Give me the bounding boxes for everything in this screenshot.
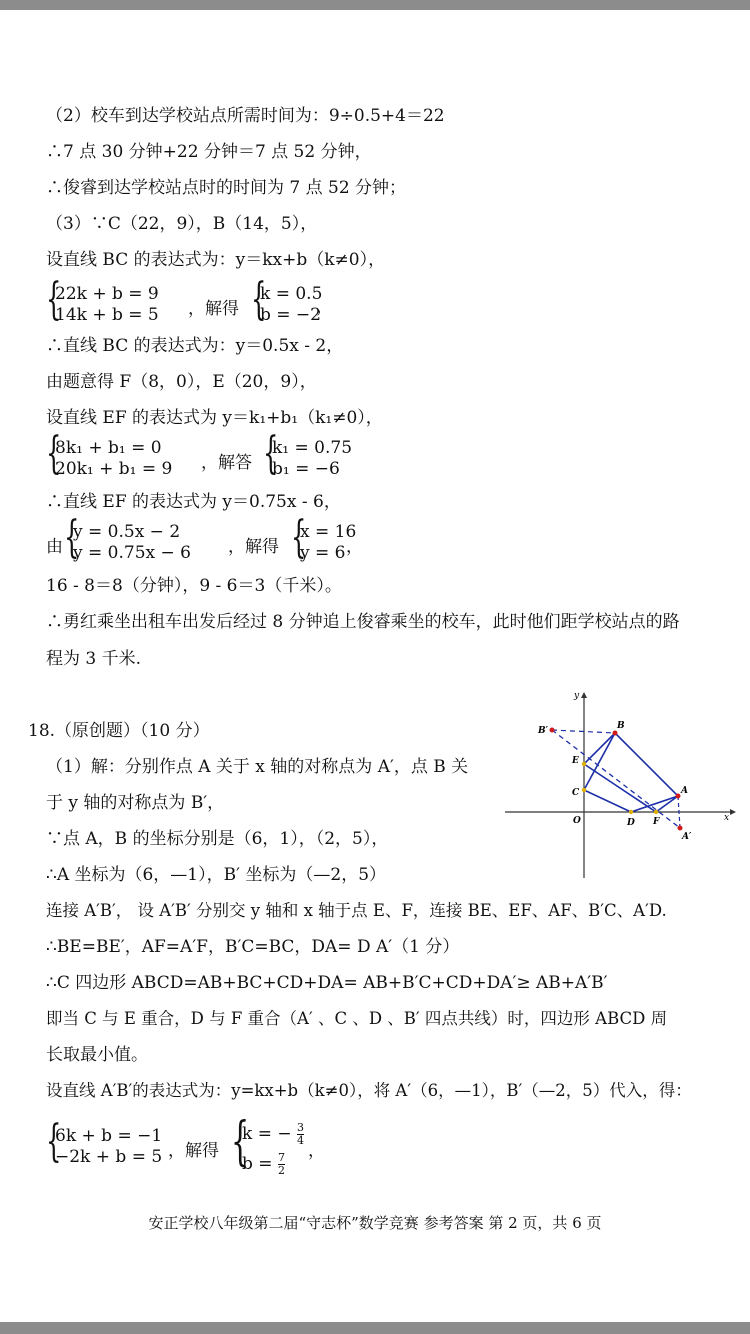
text-line: 设直线 EF 的表达式为 y＝k₁+b₁（k₁≠0）， — [46, 408, 383, 428]
brace: { — [251, 274, 267, 325]
solution: b = −2 — [260, 305, 321, 325]
geometry-figure — [500, 688, 740, 888]
equation: y = 0.5x − 2 — [73, 522, 181, 542]
bottom-bar — [0, 1322, 750, 1334]
equation: 20k₁ + b₁ = 9 — [55, 459, 173, 479]
point-a — [676, 794, 681, 799]
solution-b: b = $\frac{7}{2}$ — [242, 1151, 285, 1177]
point-b — [613, 731, 618, 736]
text-line: ∴直线 EF 的表达式为 y＝0.75x - 6， — [46, 492, 341, 512]
solution: k = 0.5 — [260, 284, 323, 304]
text-line: ∴俊睿到达学校站点时的时间为 7 点 52 分钟； — [46, 178, 407, 198]
equation: 6k + b = −1 — [55, 1126, 163, 1146]
solution: b₁ = −6 — [272, 459, 340, 479]
text-line: （1）解：分别作点 A 关于 x 轴的对称点为 A′，点 B 关 — [46, 757, 469, 777]
text-line: 16 - 8＝8（分钟），9 - 6＝3（千米）。 — [46, 576, 342, 596]
solution-k: k = − $\frac{3}{4}$ — [242, 1121, 305, 1147]
punctuation: ， — [346, 537, 363, 557]
fraction: $\frac{3}{4}$ — [297, 1121, 305, 1147]
point-f — [654, 810, 658, 814]
label-f: F — [653, 817, 660, 827]
text-line: ∴7 点 30 分钟+22 分钟＝7 点 52 分钟， — [46, 142, 372, 162]
text-line: 由题意得 F（8，0），E（20，9）， — [46, 372, 317, 392]
label-b: B — [617, 721, 625, 731]
label-y: y — [574, 691, 580, 701]
solution: y = 6 — [300, 543, 346, 563]
point-a-prime — [678, 826, 683, 831]
text-line: （3）∵C（22，9），B（14，5）， — [46, 214, 318, 234]
punctuation: ， — [316, 297, 333, 317]
fraction: $\frac{7}{2}$ — [277, 1151, 285, 1177]
point-b-prime — [550, 728, 555, 733]
brace: { — [46, 1116, 62, 1167]
solution: k₁ = 0.75 — [272, 438, 353, 458]
equation-system-bc — [46, 274, 366, 328]
brace: { — [46, 274, 62, 325]
equation: −2k + b = 5 — [55, 1147, 163, 1167]
text-line: 即当 C 与 E 重合，D 与 F 重合（A′ 、C 、D 、B′ 四点共线）时，四边形 ABCD 周 — [46, 1009, 668, 1028]
label-e: E — [572, 756, 579, 766]
text-line: 程为 3 千米. — [46, 649, 142, 669]
text-line: ∴BE=BE′，AF=A′F，B′C=BC，DA= D A′（1 分） — [46, 937, 460, 957]
brace: { — [291, 512, 307, 563]
text-line: 设直线 A′B′的表达式为：y=kx+b（k≠0），将 A′（6，—1），B′（—2，5）代入，得： — [46, 1081, 692, 1100]
label-d: D — [627, 818, 635, 828]
label-x: x — [724, 813, 730, 823]
text-line: 连接 A′B′， 设 A′B′ 分别交 y 轴和 x 轴于点 E、F，连接 BE、EF、AF、B′C、A′D. — [46, 901, 667, 920]
segment-be — [584, 733, 615, 764]
label-b-prime: B′ — [538, 726, 548, 736]
text-line: ∴勇红乘坐出租车出发后经过 8 分钟追上俊睿乘坐的校车，此时他们距学校站点的路 — [46, 612, 680, 632]
point-e — [582, 762, 586, 766]
equation: 22k + b = 9 — [55, 284, 159, 304]
page-footer: 安正学校八年级第二届“守志杯”数学竞赛 参考答案 第 2 页，共 6 页 — [148, 1214, 602, 1232]
x-axis-arrow — [730, 809, 736, 815]
equation-system-intersection — [46, 512, 366, 566]
text-line: 于 y 轴的对称点为 B′， — [46, 793, 225, 813]
label-o: O — [573, 816, 581, 826]
solution: x = 16 — [300, 522, 357, 542]
solve-label: ，解得 — [188, 299, 239, 319]
label-a-prime: A′ — [682, 832, 692, 842]
punctuation: ， — [308, 1141, 325, 1161]
equation: 8k₁ + b₁ = 0 — [55, 438, 162, 458]
text-line: ∴直线 BC 的表达式为：y＝0.5x - 2， — [46, 336, 344, 356]
equation: y = 0.75x − 6 — [73, 543, 191, 563]
point-c — [582, 788, 586, 792]
text-line: 长取最小值。 — [46, 1045, 148, 1065]
solve-label: ，解答 — [201, 453, 252, 473]
brace: { — [263, 428, 279, 479]
solve-label: ，解得 — [228, 537, 279, 557]
solve-label: ，解得 — [168, 1141, 219, 1161]
segment-af — [656, 796, 678, 812]
text-line: ∵点 A，B 的坐标分别是（6，1），（2，5）， — [46, 829, 389, 849]
segment-ef — [584, 764, 656, 812]
text-line: 设直线 BC 的表达式为：y＝kx+b（k≠0）， — [46, 250, 386, 270]
point-d — [629, 810, 633, 814]
equation-system-ab — [46, 1112, 366, 1182]
equation-system-ef — [46, 428, 366, 482]
brace: { — [231, 1112, 250, 1172]
label-c: C — [572, 788, 580, 798]
question-heading: 18.（原创题）（10 分） — [28, 721, 210, 741]
text-line: （2）校车到达学校站点所需时间为：9÷0.5+4＝22 — [46, 106, 445, 126]
label-a: A — [681, 786, 688, 796]
text-line: ∴C 四边形 ABCD=AB+BC+CD+DA= AB+B′C+CD+DA′≥ AB+A′B′ — [46, 973, 608, 993]
top-bar — [0, 0, 750, 10]
brace: { — [64, 512, 80, 563]
equation: 14k + b = 5 — [55, 305, 159, 325]
brace: { — [46, 428, 62, 479]
y-axis-arrow — [581, 692, 587, 698]
text-line: ∴A 坐标为（6，—1），B′ 坐标为（—2，5） — [46, 865, 387, 885]
prefix-label: 由 — [46, 537, 63, 557]
